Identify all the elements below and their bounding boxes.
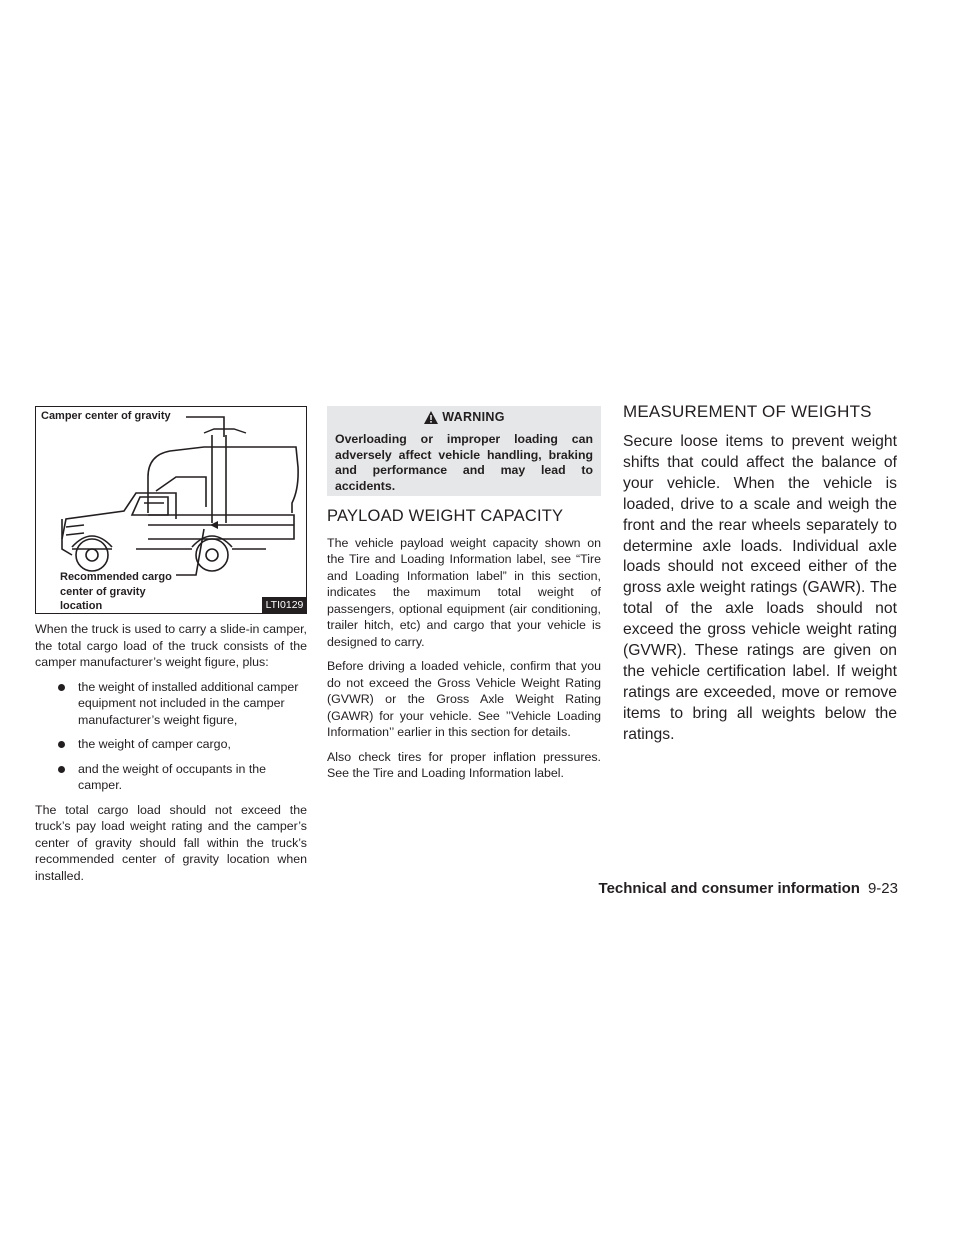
page-footer [599,880,898,897]
measurement-heading: MEASUREMENT OF WEIGHTS [623,402,872,421]
figure-bottom-label-line: location [60,600,103,612]
warning-title: WARNING [442,409,505,424]
warning-triangle-icon [423,410,439,425]
bullet-text: the weight of camper cargo, [78,737,231,751]
figure-bottom-label [60,571,172,615]
bullet-text: the weight of installed additional camper equipment not included in the camper manufacturer’s weight figure, [78,679,299,727]
payload-paragraph: Also check tires for proper inflation pressures. See the Tire and Loading Information label. [327,749,601,780]
column-1 [35,621,307,884]
column-2 [327,406,601,790]
bullet-icon [58,741,65,748]
figure-top-label: Camper center of gravity [41,410,171,422]
figure-code: LTI0129 [262,597,307,614]
payload-paragraph: The vehicle payload weight capacity shown on the Tire and Loading Information label, see “Tire and Loading Information label” in this section, indicates the maximum total weight of passengers, optional equipment (air conditioning, trailer hitch, etc) and cargo that your vehicle is designed to carry. [327,535,601,649]
camper-intro-paragraph: When the truck is used to carry a slide-in camper, the total cargo load of the truck consists of the camper manufacturer’s weight figure, plus: [35,622,307,669]
payload-paragraph: Before driving a loaded vehicle, confirm that you do not exceed the Gross Vehicle Weight Rating (GVWR) or the Gross Axle Weight Rating (GAWR) for your vehicle. See ’’Vehicle Loading Information’’ earlier in this section for details. [327,659,601,739]
camper-figure [35,406,307,614]
bullet-icon [58,766,65,773]
footer-section-title: Technical and consumer information [598,880,860,897]
bullet-icon [58,684,65,691]
payload-heading: PAYLOAD WEIGHT CAPACITY [327,507,564,525]
measurement-paragraph: Secure loose items to prevent weight shifts that could affect the balance of your vehicle. When the vehicle is loaded, drive to a scale and weigh the front and the rear wheels separately to determine axle loads. Individual axle loads should not exceed either of the gross axle weight ratings (GAWR). The total of the axle loads should not exceed the gross vehicle weight rating (GVWR). These ratings are given on the vehicle certification label. If weight ratings are exceeded, move or remove items to bring all weights below the ratings. [623,433,897,743]
figure-bottom-label-line: center of gravity [60,585,146,598]
warning-header [327,406,601,428]
warning-text: Overloading or improper loading can adversely affect vehicle handling, braking and performance and may lead to accidents. [335,432,593,493]
bullet-text: and the weight of occupants in the camper. [78,761,267,792]
figure-bottom-label-line: Recommended cargo [60,571,172,583]
column-3 [623,402,897,746]
bullet-item [35,761,307,794]
bullet-item [35,679,307,729]
bullet-item [35,736,307,753]
camper-closing-paragraph: The total cargo load should not exceed the truck’s pay load weight rating and the camper’s center of gravity should fall within the truck’s recommended center of gravity location when installed. [35,802,307,883]
page-number: 9-23 [867,880,898,897]
warning-box [327,406,601,496]
